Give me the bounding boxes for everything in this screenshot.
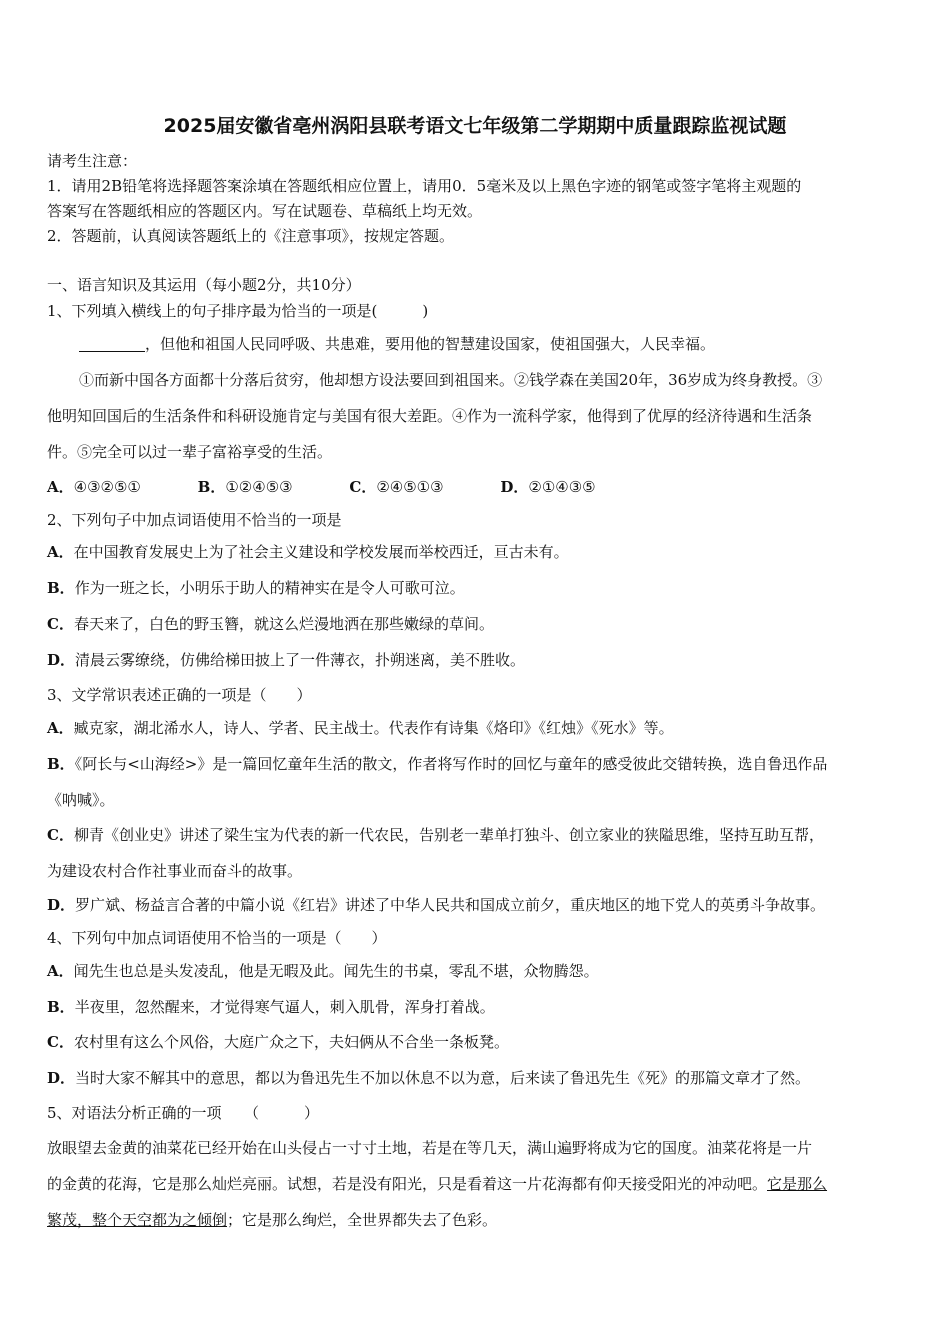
- q4-option-b[interactable]: B．半夜里，忽然醒来，才觉得寒气逼人，刺入肌骨，浑身打着战。: [47, 998, 495, 1016]
- underlined-text: 它是那么: [767, 1175, 828, 1193]
- exam-title: 2025届安徽省亳州涡阳县联考语文七年级第二学期期中质量跟踪监视试题: [163, 115, 787, 137]
- q2-option-d[interactable]: D．清晨云雾缭绕，仿佛给梯田披上了一件薄衣，扑朔迷离，美不胜收。: [47, 651, 526, 669]
- q5-passage-3: 繁茂，整个天空都为之倾倒；它是那么绚烂，全世界都失去了色彩。: [47, 1211, 498, 1229]
- notice-line-1b: 答案写在答题纸相应的答题区内。写在试题卷、草稿纸上均无效。: [47, 202, 483, 220]
- notice-heading: 请考生注意：: [47, 152, 138, 170]
- q3-option-a[interactable]: A．臧克家，湖北浠水人，诗人、学者、民主战士。代表作有诗集《烙印》《红烛》《死水》等。: [47, 719, 674, 737]
- q1-option-b[interactable]: B．①②④⑤③: [197, 478, 293, 496]
- q5-passage-1: 放眼望去金黄的油菜花已经开始在山头侵占一寸寸土地，若是在等几天，满山遍野将成为它的国度。油菜花将是一片: [47, 1139, 813, 1157]
- q2-option-a[interactable]: A．在中国教育发展史上为了社会主义建设和学校发展而举校西迁，亘古未有。: [47, 543, 569, 561]
- q1-option-d[interactable]: D．②①④③⑤: [500, 478, 596, 496]
- q1-stem: 1、下列填入横线上的句子排序最为恰当的一项是( ): [47, 302, 429, 320]
- q5-stem: 5、对语法分析正确的一项 （ ）: [47, 1104, 320, 1122]
- q3-option-c[interactable]: C．柳青《创业史》讲述了梁生宝为代表的新一代农民，告别老一辈单打独斗、创立家业的狭隘思维，坚持互助互帮，: [47, 826, 824, 844]
- q1-options: [47, 476, 906, 498]
- fill-blank: [79, 336, 145, 352]
- notice-line-1a: 1．请用2B铅笔将选择题答案涂填在答题纸相应位置上，请用0．5毫米及以上黑色字迹的钢笔或签字笔将主观题的: [47, 177, 802, 195]
- q4-stem: 4、下列句中加点词语使用不恰当的一项是（ ）: [47, 929, 387, 947]
- q3-option-b-cont: 《呐喊》。: [47, 791, 115, 809]
- q2-stem: 2、下列句子中加点词语使用不恰当的一项是: [47, 511, 342, 529]
- underlined-text: 繁茂，整个天空都为之倾倒: [47, 1211, 228, 1229]
- q1-para-2: 他明知回国后的生活条件和科研设施肯定与美国有很大差距。④作为一流科学家，他得到了优厚的经济待遇和生活条: [47, 407, 813, 425]
- q3-option-c-cont: 为建设农村合作社事业而奋斗的故事。: [47, 862, 303, 880]
- notice-line-2: 2．答题前，认真阅读答题纸上的《注意事项》，按规定答题。: [47, 227, 455, 245]
- q1-para-3: 件。⑤完全可以过一辈子富裕享受的生活。: [47, 443, 333, 461]
- q4-option-d[interactable]: D．当时大家不解其中的意思，都以为鲁迅先生不加以休息不以为意，后来读了鲁迅先生《死》的那篇文章才了然。: [47, 1069, 811, 1087]
- q1-option-a[interactable]: A．④③②⑤①: [47, 478, 141, 496]
- q3-option-d[interactable]: D．罗广斌、杨益言合著的中篇小说《红岩》讲述了中华人民共和国成立前夕，重庆地区的地下党人的英勇斗争故事。: [47, 896, 826, 914]
- q5-passage-2: 的金黄的花海，它是那么灿烂亮丽。试想，若是没有阳光，只是看着这一片花海都有仰天接受阳光的冲动吧。它是那么: [47, 1175, 828, 1193]
- q1-option-c[interactable]: C．②④⑤①③: [349, 478, 444, 496]
- q3-stem: 3、文学常识表述正确的一项是（ ）: [47, 686, 312, 704]
- q1-sentence-text: ，但他和祖国人民同呼吸、共患难，要用他的智慧建设国家，使祖国强大，人民幸福。: [145, 335, 716, 353]
- q3-option-b[interactable]: B．《阿长与<山海经>》是一篇回忆童年生活的散文，作者将写作时的回忆与童年的感受彼此交错转换，选自鲁迅作品: [47, 755, 828, 773]
- q2-option-c[interactable]: C．春天来了，白色的野玉簪，就这么烂漫地洒在那些嫩绿的草间。: [47, 615, 494, 633]
- section-heading: 一、语言知识及其运用（每小题2分，共10分）: [47, 276, 361, 294]
- q1-sentence: [47, 333, 906, 355]
- q4-option-c[interactable]: C．农村里有这么个风俗，大庭广众之下，夫妇俩从不合坐一条板凳。: [47, 1033, 509, 1051]
- q1-para-1: ①而新中国各方面都十分落后贫穷，他却想方设法要回到祖国来。②钱学森在美国20年，36岁成为终身教授。③: [79, 371, 823, 389]
- q4-option-a[interactable]: A．闻先生也总是头发凌乱，他是无暇及此。闻先生的书桌，零乱不堪，众物腾怨。: [47, 962, 599, 980]
- q2-option-b[interactable]: B．作为一班之长，小明乐于助人的精神实在是令人可歌可泣。: [47, 579, 465, 597]
